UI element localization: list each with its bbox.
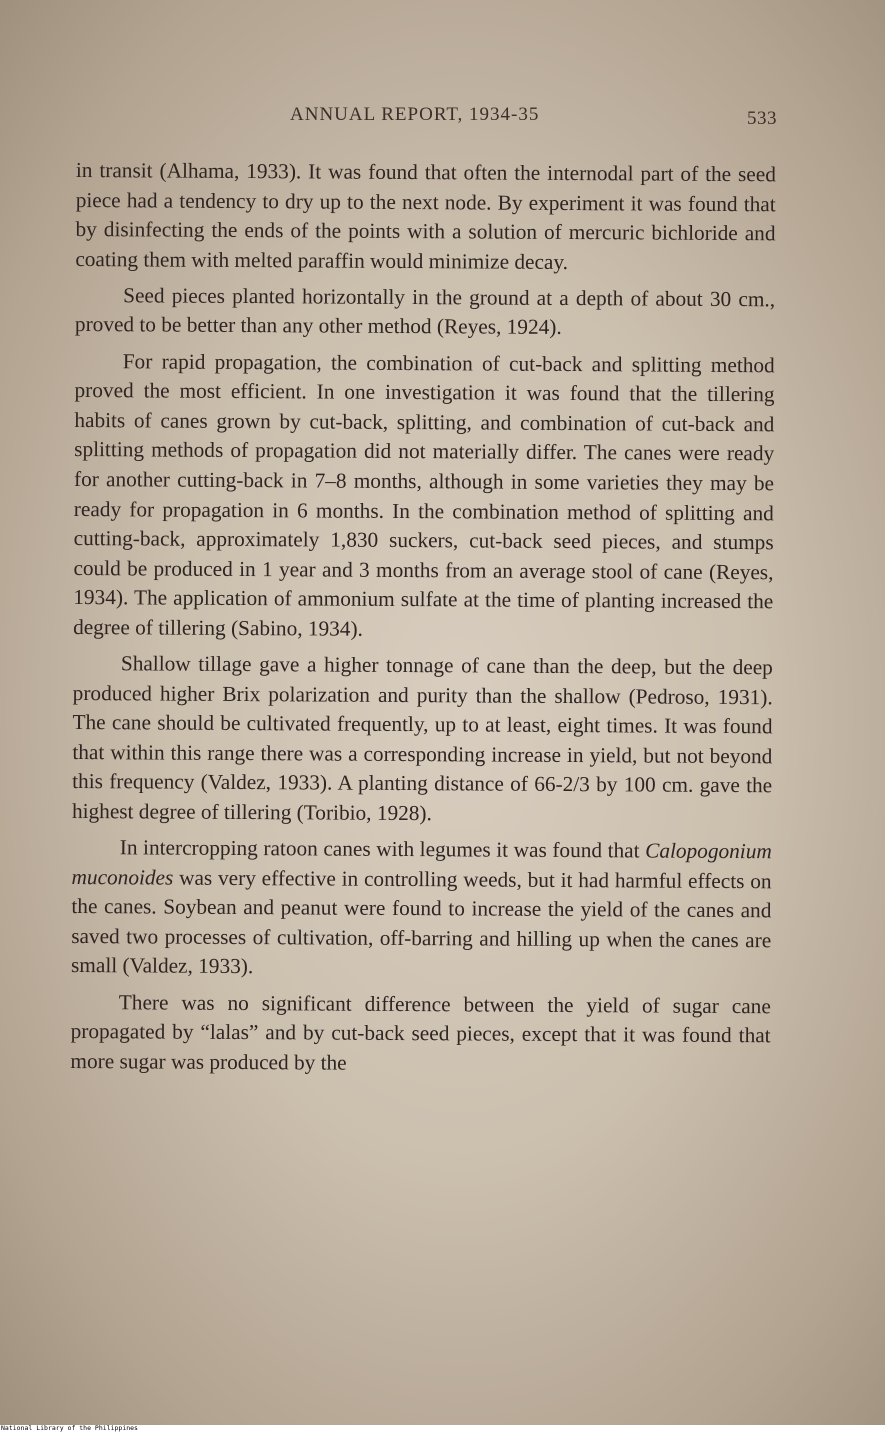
- footer-bar: [0, 1425, 885, 1433]
- paragraph-2: Seed pieces planted horizontally in the ground at a depth of about 30 cm., proved to be better than any other method (Reyes, 1924).: [74, 283, 776, 340]
- paragraph-4: Shallow tillage gave a higher tonnage of cane than the deep, but the deep produced higher Brix polarization and purity than the shallow (Pedroso, 1931). The cane should be cultivated frequently, up to at least, eight times. It was found that within this range there was a corresponding increase in yield, but not beyond this frequency (Valdez, 1933). A planting distance of 66-2/3 by 100 cm. gave the highest degree of tillering (Toribio, 1928).: [71, 651, 773, 826]
- library-credit: National Library of the Philippines: [1, 1424, 138, 1432]
- running-title: ANNUAL REPORT, 1934-35: [290, 104, 540, 125]
- page-number: 533: [747, 108, 777, 129]
- paragraph-5: [71, 833, 772, 985]
- paragraph-1: in transit (Alhama, 1933). It was found that often the internodal part of the seed piece had a tendency to dry up to the next node. By experiment it was found that by disinfecting the ends of the points with a solution of mercuric bichloride and coating them with melted paraffin would minimize decay.: [75, 157, 776, 274]
- paragraph-3: For rapid propagation, the combination of cut-back and splitting method proved the most efficient. In one investigation it was found that the tillering habits of canes grown by cut-back, splitting, and combination of cut-back and splitting methods of propagation did not materially differ. The canes were ready for another cutting-back in 7–8 months, although in some varieties they may be ready for propagation in 6 months. In the combination method of splitting and cutting-back, approximately 1,830 suckers, cut-back seed pieces, and stumps could be produced in 1 year and 3 months from an average stool of cane (Reyes, 1934). The application of ammonium sulfate at the time of planting increased the degree of tillering (Sabino, 1934).: [73, 348, 775, 641]
- paragraph-5-rest: was very effective in controlling weeds, but it had harmful effects on the canes. Soybean and peanut were found to increase the yield of the canes and saved two processes of cultivation, off-barring and hilling up when the canes are small (Valdez, 1933).: [70, 865, 772, 979]
- body-text: [70, 156, 776, 1081]
- running-head: [0, 104, 885, 130]
- species-name: Calopogonium muconoides: [71, 838, 772, 890]
- paragraph-5-lead: In intercropping ratoon canes with legumes it was found that: [119, 835, 646, 863]
- paragraph-6: There was no significant difference between the yield of sugar cane propagated by “lalas” and by cut-back seed pieces, except that it was found that more sugar was produced by the: [70, 989, 771, 1075]
